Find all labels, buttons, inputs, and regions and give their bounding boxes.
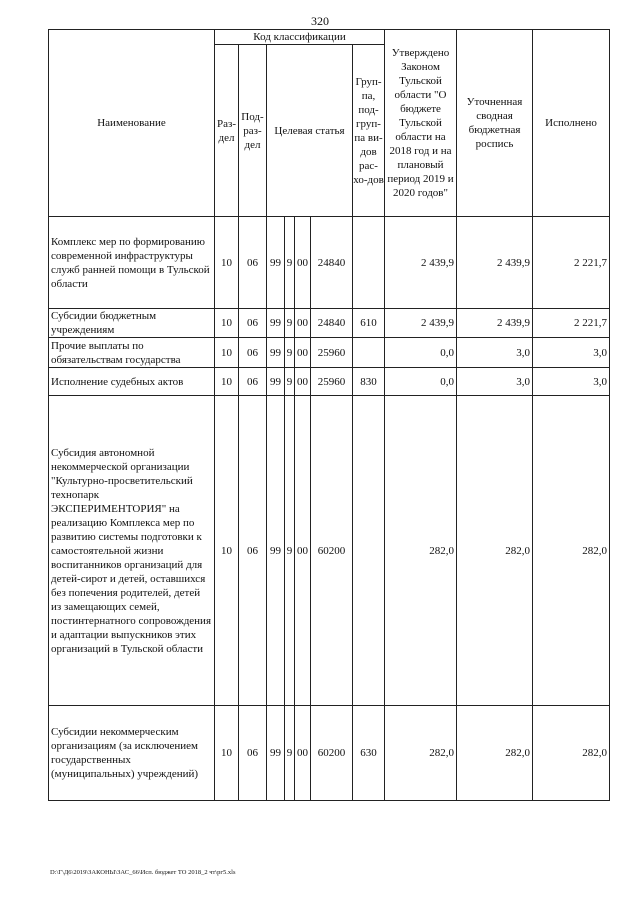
table-row xyxy=(49,706,610,801)
header-podrazdel: Под-раз-дел xyxy=(239,45,267,217)
cell-razdel: 10 xyxy=(215,217,239,309)
table-row xyxy=(49,368,610,396)
cell-t3: 00 xyxy=(295,396,311,706)
cell-t3: 00 xyxy=(295,706,311,801)
cell-name: Исполнение судебных актов xyxy=(49,368,215,396)
cell-t4: 25960 xyxy=(311,368,353,396)
cell-razdel: 10 xyxy=(215,368,239,396)
cell-podrazdel: 06 xyxy=(239,396,267,706)
cell-t2: 9 xyxy=(285,338,295,368)
page-number: 320 xyxy=(311,14,329,28)
header-code-group: Код классификации xyxy=(215,30,385,45)
cell-razdel: 10 xyxy=(215,338,239,368)
cell-revised: 3,0 xyxy=(457,338,533,368)
table-row xyxy=(49,396,610,706)
cell-revised: 3,0 xyxy=(457,368,533,396)
header-target: Целевая статья xyxy=(267,45,353,217)
cell-t1: 99 xyxy=(267,706,285,801)
cell-executed: 3,0 xyxy=(533,368,610,396)
cell-group xyxy=(353,396,385,706)
header-approved: Утверждено Законом Тульской области "О бюджете Тульской области на 2018 год и на плановый период 2019 и 2020 годов" xyxy=(385,30,457,217)
header-executed: Исполнено xyxy=(533,30,610,217)
table-row xyxy=(49,338,610,368)
cell-approved: 282,0 xyxy=(385,396,457,706)
header-razdel: Раз-дел xyxy=(215,45,239,217)
cell-razdel: 10 xyxy=(215,396,239,706)
cell-name: Субсидия автономной некоммерческой организации "Культурно-просветительский технопарк ЭКСПЕРИМЕНТОРИЯ" на реализацию Комплекса мер по развитию системы подготовки к самостоятельной жизни воспитанников организаций для детей-сирот и детей, оставшихся без попечения родителей, детей из замещающих семей, постинтернатного сопровождения и адаптации выпускников этих организаций в Тульской области xyxy=(49,396,215,706)
cell-t1: 99 xyxy=(267,217,285,309)
cell-t1: 99 xyxy=(267,338,285,368)
cell-podrazdel: 06 xyxy=(239,368,267,396)
cell-executed: 3,0 xyxy=(533,338,610,368)
cell-t4: 60200 xyxy=(311,706,353,801)
cell-t3: 00 xyxy=(295,217,311,309)
cell-approved: 0,0 xyxy=(385,368,457,396)
file-path-footer: D:\Г\Д6\2019\ЗАКОНЫ\ЗАС_66\Исп. бюджет ТО 2018_2 чт\рг5.xls xyxy=(50,869,236,876)
cell-t2: 9 xyxy=(285,706,295,801)
cell-name: Субсидии некоммерческим организациям (за исключением государственных (муниципальных) учреждений) xyxy=(49,706,215,801)
cell-name: Субсидии бюджетным учреждениям xyxy=(49,309,215,338)
cell-t4: 25960 xyxy=(311,338,353,368)
cell-t3: 00 xyxy=(295,368,311,396)
header-revised: Уточненная сводная бюджетная роспись xyxy=(457,30,533,217)
table-row xyxy=(49,217,610,309)
cell-t4: 24840 xyxy=(311,217,353,309)
cell-approved: 0,0 xyxy=(385,338,457,368)
cell-podrazdel: 06 xyxy=(239,309,267,338)
cell-razdel: 10 xyxy=(215,706,239,801)
cell-approved: 2 439,9 xyxy=(385,309,457,338)
cell-group xyxy=(353,217,385,309)
cell-t1: 99 xyxy=(267,396,285,706)
header-group: Груп-па, под-груп-па ви-дов рас-хо-дов xyxy=(353,45,385,217)
cell-revised: 2 439,9 xyxy=(457,217,533,309)
cell-group: 610 xyxy=(353,309,385,338)
cell-t2: 9 xyxy=(285,217,295,309)
cell-t1: 99 xyxy=(267,309,285,338)
budget-table xyxy=(48,29,610,801)
cell-name: Комплекс мер по формированию современной инфраструктуры служб ранней помощи в Тульской области xyxy=(49,217,215,309)
cell-group: 830 xyxy=(353,368,385,396)
cell-revised: 282,0 xyxy=(457,706,533,801)
cell-group xyxy=(353,338,385,368)
header-name: Наименование xyxy=(49,30,215,217)
cell-t2: 9 xyxy=(285,368,295,396)
cell-razdel: 10 xyxy=(215,309,239,338)
cell-t2: 9 xyxy=(285,309,295,338)
table-row xyxy=(49,309,610,338)
cell-podrazdel: 06 xyxy=(239,706,267,801)
cell-approved: 2 439,9 xyxy=(385,217,457,309)
cell-t4: 60200 xyxy=(311,396,353,706)
cell-name: Прочие выплаты по обязательствам государства xyxy=(49,338,215,368)
cell-executed: 2 221,7 xyxy=(533,309,610,338)
cell-t3: 00 xyxy=(295,309,311,338)
cell-t4: 24840 xyxy=(311,309,353,338)
cell-executed: 2 221,7 xyxy=(533,217,610,309)
cell-executed: 282,0 xyxy=(533,706,610,801)
cell-revised: 282,0 xyxy=(457,396,533,706)
cell-t3: 00 xyxy=(295,338,311,368)
cell-group: 630 xyxy=(353,706,385,801)
cell-podrazdel: 06 xyxy=(239,217,267,309)
cell-executed: 282,0 xyxy=(533,396,610,706)
cell-podrazdel: 06 xyxy=(239,338,267,368)
cell-t1: 99 xyxy=(267,368,285,396)
cell-approved: 282,0 xyxy=(385,706,457,801)
cell-revised: 2 439,9 xyxy=(457,309,533,338)
cell-t2: 9 xyxy=(285,396,295,706)
